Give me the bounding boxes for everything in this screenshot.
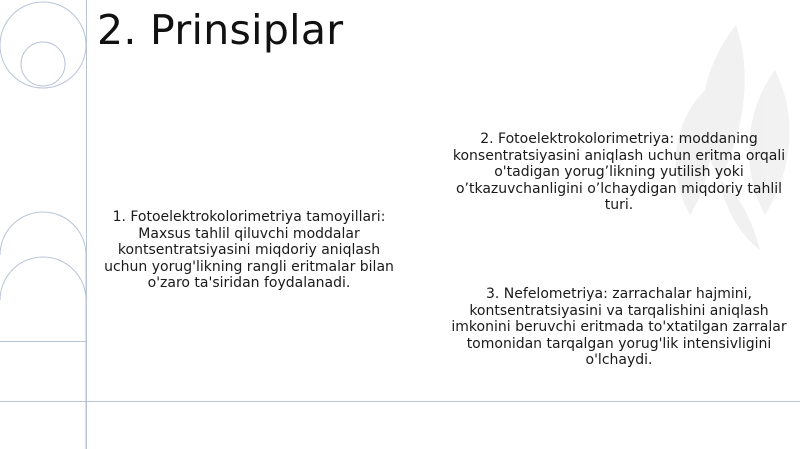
inner-arch <box>0 257 86 300</box>
slide-title: 2. Prinsiplar <box>97 6 344 54</box>
principle-2-text: 2. Fotoelektrokolorimetriya: moddaning konsentratsiyasini aniqlash uchun eritma orqali o'tadigan yorug’likning yutilish yoki o’tkazuvchanligini o’lchaydigan miqdoriy tahlil turi. <box>452 131 786 214</box>
outer-arch <box>0 212 86 449</box>
principle-3-text: 3. Nefelometriya: zarrachalar hajmini, kontsentratsiyasini va tarqalishini aniqlash imkonini beruvchi eritmada to'xtatilgan zarralar tomonidan tarqalgan yorug'lik intensivligini o'lchaydi. <box>451 286 787 369</box>
top-small-circle <box>21 42 65 86</box>
principle-1-text: 1. Fotoelektrokolorimetriya tamoyillari: Maxsus tahlil qiluvchi moddalar kontsentratsiyasini miqdoriy aniqlash uchun yorug'likning rangli eritmalar bilan o'zaro ta'siridan foydalanadi. <box>104 209 394 292</box>
top-large-circle <box>0 2 86 88</box>
